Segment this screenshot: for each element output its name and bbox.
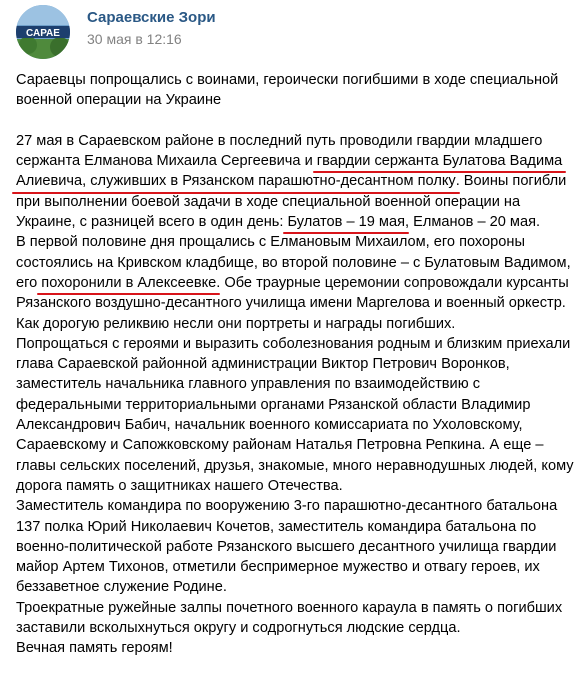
text-line — [16, 171, 576, 191]
text-line: дорога память о защитниках нашего Отечества. — [16, 477, 343, 494]
text-line: Александрович Бабич, начальник военного комиссариата по Ухоловскому, — [16, 417, 523, 434]
highlighted-text: Алиевича, служивших в Рязанском парашютно-десантном полку — [16, 171, 456, 191]
text-line: 137 полка Юрий Николаевич Кочетов, заместитель командира батальона по — [16, 518, 537, 535]
text-line — [16, 212, 576, 232]
text-line: при выполнении боевой задачи в ходе специальной военной операции на — [16, 193, 521, 210]
text-line: состоялись на Кривском кладбище, во второй половине – с Булатовым Вадимом, — [16, 254, 571, 271]
avatar-label: САРАЕ — [26, 28, 60, 39]
highlighted-text: гвардии сержанта Булатова Вадима — [317, 151, 562, 171]
post-date-link[interactable]: 30 мая в 12:16 — [87, 31, 182, 47]
avatar-image — [16, 5, 70, 59]
text-segment: сержанта Елманова Михаила Сергеевича и — [16, 153, 317, 170]
text-line: Сараевскому и Сапожковскому районам Наталья Петровна Репкина. А еще – — [16, 437, 544, 454]
highlighted-text: Булатов – 19 мая — [287, 212, 405, 232]
text-line: беззаветное служение Родине. — [16, 579, 227, 596]
text-segment: . Обе траурные церемонии сопровождали курсанты — [216, 274, 569, 291]
community-avatar[interactable] — [16, 5, 70, 59]
text-line — [16, 151, 576, 171]
text-segment: . Воины погибли — [455, 173, 567, 190]
text-line: военно-политической работе Рязанского высшего десантного училища гвардии — [16, 538, 557, 555]
text-line: заставили всколыхнуться округу и содрогнуться людские сердца. — [16, 620, 461, 637]
text-line: Троекратные ружейные залпы почетного военного караула в память о погибших — [16, 599, 563, 616]
text-line: В первой половине дня прощались с Елмановым Михаилом, его похороны — [16, 234, 525, 251]
text-line — [16, 273, 576, 293]
post-author-link[interactable]: Сараевские Зори — [87, 9, 216, 26]
text-line: 27 мая в Сараевском районе в последний путь проводили гвардии младшего — [16, 132, 543, 149]
text-line: Как дорогую реликвию несли они портреты и награды погибших. — [16, 315, 456, 332]
post-paragraph — [16, 131, 576, 659]
text-line: главы сельских поселений, друзья, знакомые, много неравнодушных людей, кому — [16, 457, 574, 474]
text-segment: , Елманов – 20 мая. — [404, 214, 541, 231]
text-line: Вечная память героям! — [16, 640, 173, 657]
text-segment: его — [16, 274, 42, 291]
text-line: военной операции на Украине — [16, 92, 222, 109]
text-line: Заместитель командира по вооружению 3-го парашютно-десантного батальона — [16, 498, 558, 515]
text-line: глава Сараевской районной администрации Виктор Петрович Воронков, — [16, 356, 510, 373]
text-line: Попрощаться с героями и выразить соболезнования родным и близким приехали — [16, 335, 571, 352]
text-line: федеральными территориальными органами Рязанской области Владимир — [16, 396, 531, 413]
post-paragraph — [16, 70, 576, 111]
text-line: майор Артем Тихонов, отметили беспримерное мужество и отвагу героев, их — [16, 559, 540, 576]
text-line: Рязанского воздушно-десантного училища имени Маргелова и военный оркестр. — [16, 295, 566, 312]
post-text — [16, 70, 576, 659]
highlighted-text: похоронили в Алексеевке — [41, 273, 216, 293]
text-line: Сараевцы попрощались с воинами, героически погибшими в ходе специальной — [16, 72, 559, 88]
text-segment: Украине, с разницей всего в один день: — [16, 214, 288, 231]
text-line: заместитель начальника главного управления по взаимодействию с — [16, 376, 480, 393]
